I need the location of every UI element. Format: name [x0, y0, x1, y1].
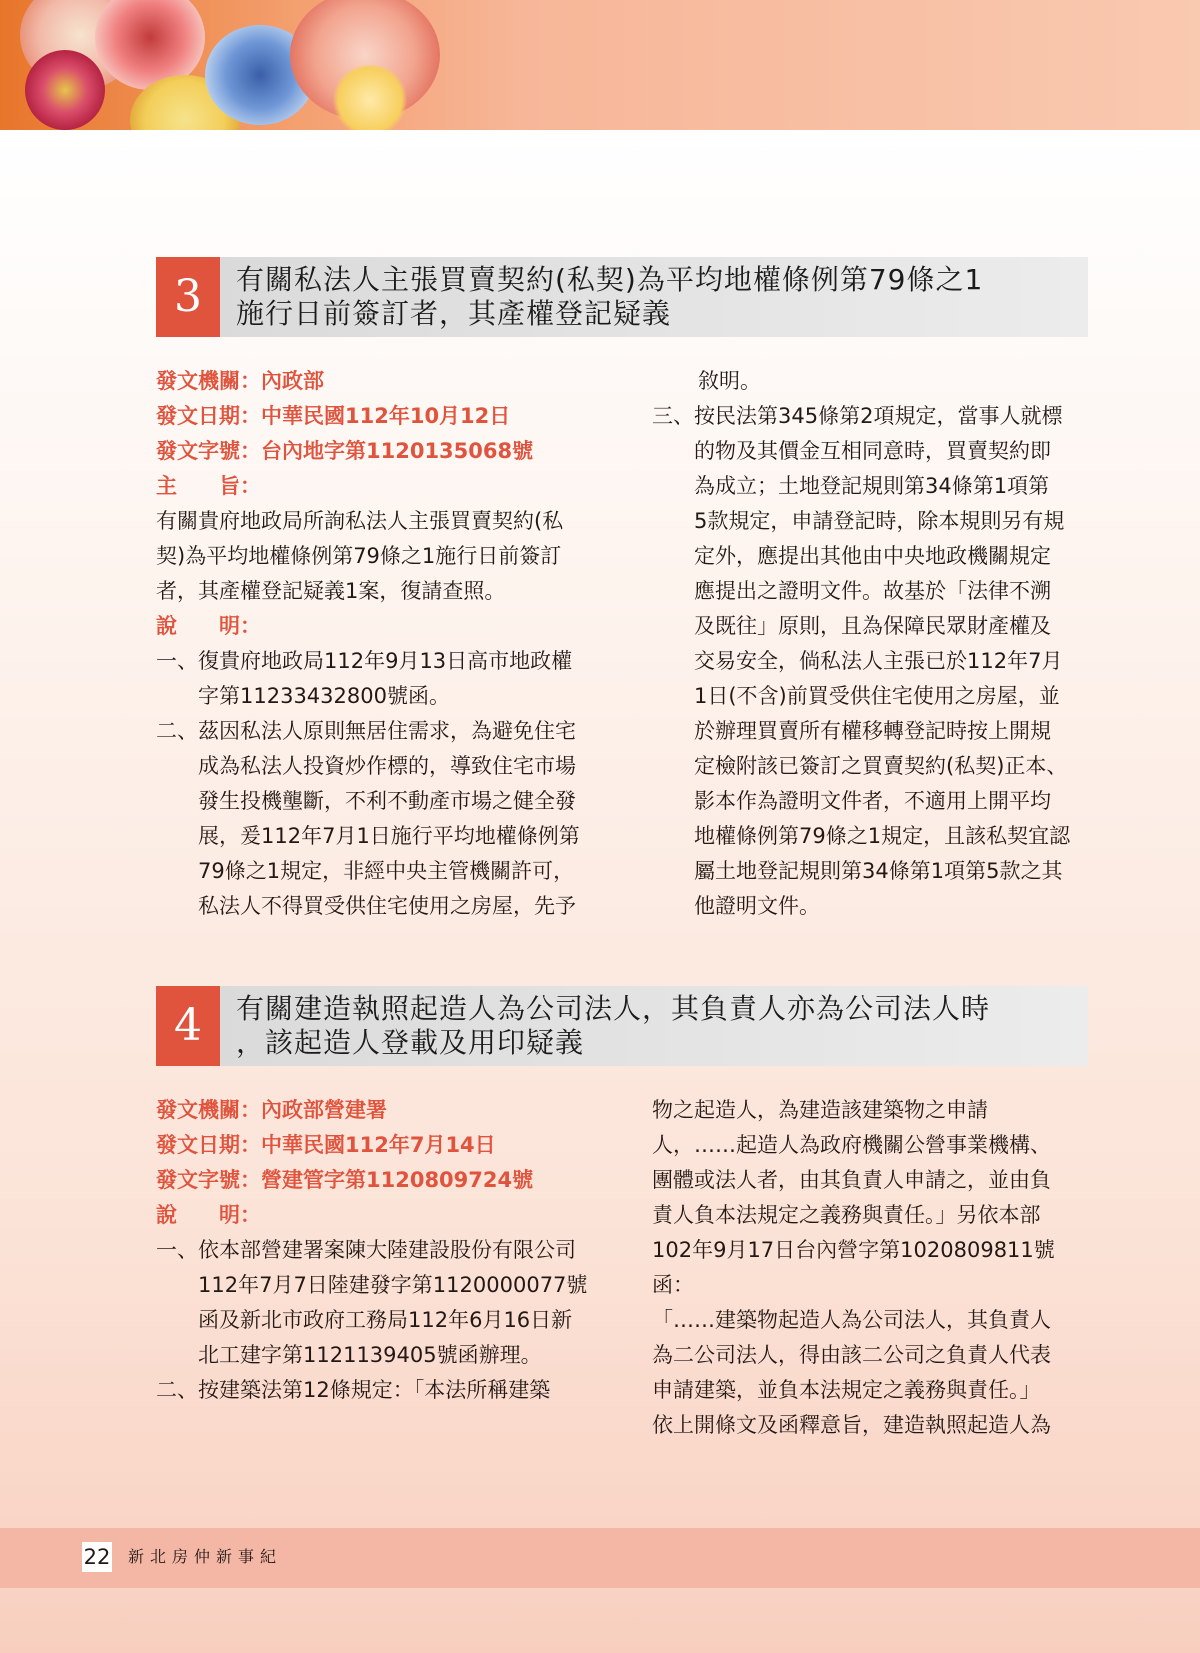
text-line: 敘明。 [698, 369, 761, 393]
text-line: 發生投機壟斷，不利不動產市場之健全發 [198, 789, 576, 813]
section-4-header [156, 986, 1088, 1066]
publication-name: 新北房仲新事紀 [128, 1547, 283, 1566]
text-line: 為成立；土地登記規則第34條第1項第 [694, 474, 1050, 498]
text-line: 茲因私法人原則無居住需求，為避免住宅 [198, 719, 576, 743]
item-body [198, 714, 596, 924]
text-line: 團體或法人者，由其負責人申請之，並由負 [652, 1168, 1051, 1192]
item-body [694, 399, 1092, 924]
text-line: 102年9月17日台內營字第1020809811號函： [652, 1238, 1055, 1297]
text-line: 申請建築，並負本法規定之義務與責任。」 [652, 1378, 1041, 1402]
text-line: 交易安全，倘私法人主張已於112年7月 [694, 649, 1063, 673]
item-marker: 二、 [156, 1378, 198, 1402]
text-line: 79條之1規定，非經中央主管機關許可， [198, 859, 575, 883]
text-line: 5款規定，申請登記時，除本規則另有規 [694, 509, 1065, 533]
text-line: 「……建築物起造人為公司法人，其負責人 [652, 1308, 1051, 1332]
text-line: 有關貴府地政局所詢私法人主張買賣契約(私 [156, 509, 564, 533]
item-body [198, 1373, 596, 1408]
explanation-label: 說 明： [156, 614, 261, 638]
item-marker: 一、 [156, 649, 198, 673]
item-marker: 二、 [156, 719, 198, 743]
item-body [198, 644, 596, 714]
section-number: 4 [156, 986, 220, 1066]
subject-text [156, 504, 596, 609]
text-line: 者，其產權登記疑義1案，復請查照。 [156, 579, 506, 603]
issuer: 發文機關：內政部 [156, 369, 324, 393]
text-line: 字第11233432800號函。 [198, 684, 450, 708]
section-title-line: 有關私法人主張買賣契約(私契)為平均地權條例第79條之1 [236, 263, 984, 296]
text-line: 屬土地登記規則第34條第1項第5款之其 [694, 859, 1063, 883]
document-number: 發文字號：台內地字第1120135068號 [156, 439, 534, 463]
section-3-left-column [156, 364, 596, 924]
text-line: 契)為平均地權條例第79條之1施行日前簽訂 [156, 544, 562, 568]
issue-date: 發文日期：中華民國112年10月12日 [156, 404, 511, 428]
list-item [652, 399, 1092, 924]
text-line: 責人負本法規定之義務與責任。」另依本部 [652, 1203, 1041, 1227]
flower-icon [330, 65, 410, 130]
section-title-line: ，該起造人登載及用印疑義 [236, 1026, 585, 1059]
text-line: 1日(不含)前買受供住宅使用之房屋，並 [694, 684, 1060, 708]
text-line: 北工建字第1121139405號函辦理。 [198, 1343, 542, 1367]
text-line: 依本部營建署案陳大陸建設股份有限公司 [198, 1238, 576, 1262]
text-line: 展，爰112年7月1日施行平均地權條例第 [198, 824, 580, 848]
section-number: 3 [156, 257, 220, 337]
text-line: 復貴府地政局112年9月13日高市地政權 [198, 649, 573, 673]
text-line: 物之起造人，為建造該建築物之申請 [652, 1098, 988, 1122]
text-line: 定檢附該已簽訂之買賣契約(私契)正本、 [694, 754, 1068, 778]
text-line: 成為私法人投資炒作標的，導致住宅市場 [198, 754, 576, 778]
text-line: 定外，應提出其他由中央地政機關規定 [694, 544, 1051, 568]
list-item [156, 1373, 596, 1408]
text-line: 112年7月7日陸建發字第1120000077號 [198, 1273, 588, 1297]
subject-label: 主 旨： [156, 474, 261, 498]
text-line: 按民法第345條第2項規定，當事人就標 [694, 404, 1063, 428]
text-line: 應提出之證明文件。故基於「法律不溯 [694, 579, 1051, 603]
text-line: 他證明文件。 [694, 894, 820, 918]
text-line: 為二公司法人，得由該二公司之負責人代表 [652, 1343, 1051, 1367]
flower-banner [0, 0, 1200, 130]
list-item [156, 714, 596, 924]
section-title-line: 有關建造執照起造人為公司法人，其負責人亦為公司法人時 [236, 992, 991, 1025]
text-line: 人，……起造人為政府機關公營事業機構、 [652, 1133, 1051, 1157]
text-line: 依上開條文及函釋意旨，建造執照起造人為 [652, 1413, 1051, 1437]
flower-icon [25, 50, 105, 130]
list-item [156, 644, 596, 714]
item-marker: 三、 [652, 404, 694, 428]
document-number: 發文字號：營建管字第1120809724號 [156, 1168, 534, 1192]
text-line: 及既往」原則，且為保障民眾財產權及 [694, 614, 1051, 638]
section-3-header [156, 257, 1088, 337]
text-line: 的物及其價金互相同意時，買賣契約即 [694, 439, 1051, 463]
section-title-line: 施行日前簽訂者，其產權登記疑義 [236, 297, 672, 330]
item-body [198, 1233, 596, 1373]
list-item [156, 1233, 596, 1373]
text-line: 地權條例第79條之1規定，且該私契宜認 [694, 824, 1071, 848]
text-line: 按建築法第12條規定：「本法所稱建築 [198, 1378, 551, 1402]
text-line: 影本作為證明文件者，不適用上開平均 [694, 789, 1051, 813]
page-number: 22 [82, 1542, 112, 1572]
text-line: 私法人不得買受供住宅使用之房屋，先予 [198, 894, 576, 918]
text-line: 函及新北市政府工務局112年6月16日新 [198, 1308, 573, 1332]
section-4-right-column [652, 1093, 1092, 1443]
section-title [236, 263, 1076, 331]
item-marker: 一、 [156, 1238, 198, 1262]
section-title [236, 992, 1076, 1060]
issuer: 發文機關：內政部營建署 [156, 1098, 387, 1122]
section-3-right-column [652, 364, 1092, 924]
text-line: 於辦理買賣所有權移轉登記時按上開規 [694, 719, 1051, 743]
explanation-label: 說 明： [156, 1203, 261, 1227]
issue-date: 發文日期：中華民國112年7月14日 [156, 1133, 496, 1157]
section-4-left-column [156, 1093, 596, 1408]
